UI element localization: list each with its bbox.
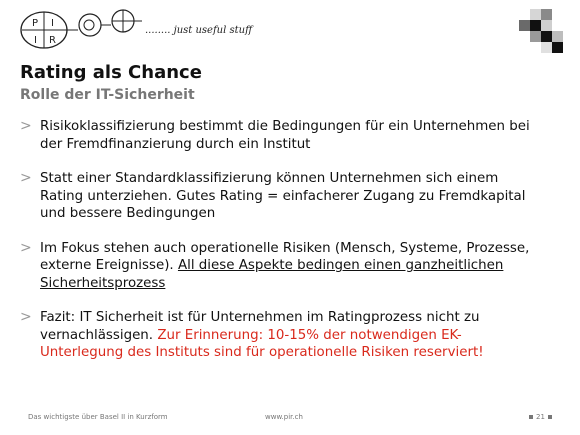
bullet-text: Fazit: IT Sicherheit ist für Unternehmen im Ratingprozess nicht zu vernachlässigen.	[40, 310, 480, 343]
logo-letter-i-top: I	[51, 18, 54, 29]
bullet-item	[20, 118, 540, 153]
bullet-marker: >	[20, 309, 32, 325]
square-icon	[529, 415, 533, 419]
bullet-item	[20, 240, 540, 293]
bullet-marker: >	[20, 170, 32, 186]
bullet-text: Statt einer Standardklassifizierung können Unternehmen sich einem Rating unterziehen. Gutes Rating = einfacherer Zugang zu Fremdkapital und bessere Bedingungen	[40, 171, 526, 221]
footer-website: www.pir.ch	[265, 413, 303, 421]
bullet-highlight-text: Zur Erinnerung: 10-15% der notwendigen EK-Unterlegung des Instituts sind für operationelle Risiken reserviert!	[40, 327, 484, 360]
corner-squares-graphic	[519, 9, 565, 55]
logo-graphic	[18, 4, 158, 54]
bullet-item	[20, 309, 540, 362]
bullet-marker: >	[20, 239, 32, 256]
bullet-item	[20, 170, 540, 223]
bullet-marker: >	[20, 118, 32, 134]
bullet-underlined-text: All diese Aspekte bedingen einen ganzheitlichen Sicherheitsprozess	[40, 258, 504, 291]
bullet-text: Risikoklassifizierung bestimmt die Bedingungen für ein Unternehmen bei der Fremdfinanzierung durch ein Institut	[40, 119, 530, 152]
tagline: ........ just useful stuff	[145, 25, 253, 36]
footer-page-indicator	[529, 413, 552, 421]
page-number: 21	[536, 413, 545, 421]
logo-letter-r: R	[49, 35, 56, 46]
logo-letter-i-bottom: I	[34, 35, 37, 46]
square-icon	[548, 415, 552, 419]
logo-letter-p: P	[32, 18, 39, 29]
slide-subtitle: Rolle der IT-Sicherheit	[20, 87, 195, 103]
footer-title: Das wichtigste über Basel II in Kurzform	[28, 413, 168, 421]
bullet-list	[20, 118, 540, 362]
slide-title: Rating als Chance	[20, 62, 202, 83]
bullet-text: Im Fokus stehen auch operationelle Risiken (Mensch, Systeme, Prozesse, externe Ereignisse).	[40, 240, 530, 273]
